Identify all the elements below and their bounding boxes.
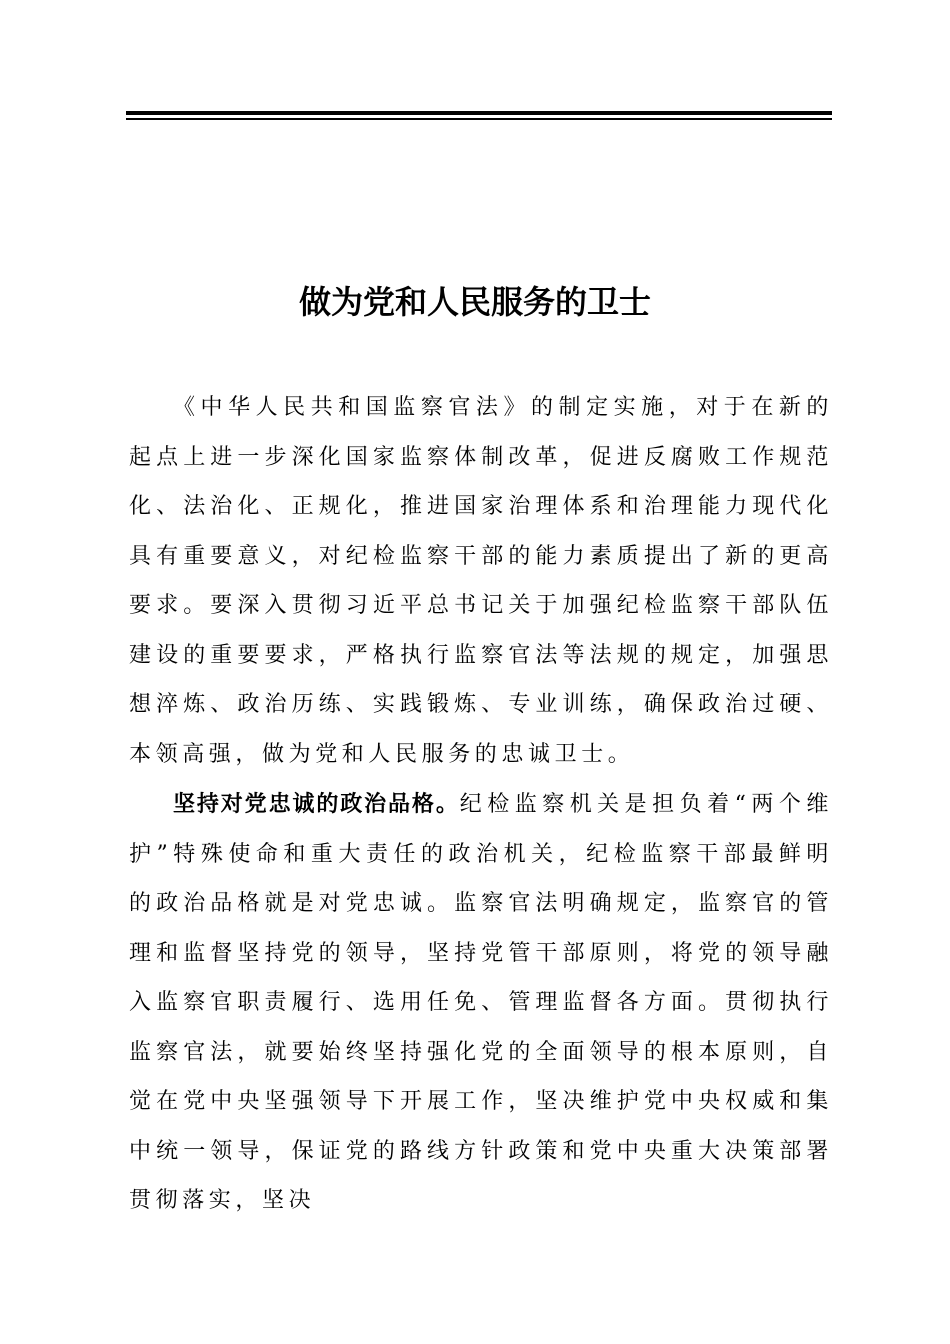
paragraph-political-loyalty xyxy=(129,780,833,1226)
paragraph-lead-heading: 坚持对党忠诚的政治品格。 xyxy=(173,792,460,817)
paragraph-intro xyxy=(129,383,833,779)
document-body xyxy=(129,383,833,1226)
document-title: 做为党和人民服务的卫士 xyxy=(298,283,651,321)
paragraph-political-loyalty-text: 纪检监察机关是担负着“两个维护”特殊使命和重大责任的政治机关，纪检监察干部最鲜明的政治品格就是对党忠诚。监察官法明确规定，监察官的管理和监督坚持党的领导，坚持党管干部原则，将党的领导融入监察官职责履行、选用任免、管理监督各方面。贯彻执行监察官法，就要始终坚持强化党的全面领导的根本原则，自觉在党中央坚强领导下开展工作，坚决维护党中央权威和集中统一领导，保证党的路线方针政策和党中央重大决策部署贯彻落实，坚决 xyxy=(129,792,833,1213)
header-double-rule-thick xyxy=(126,111,832,115)
paragraph-intro-text: 《中华人民共和国监察官法》的制定实施，对于在新的起点上进一步深化国家监察体制改革，促进反腐败工作规范化、法治化、正规化，推进国家治理体系和治理能力现代化具有重要意义，对纪检监察干部的能力素质提出了新的更高要求。要深入贯彻习近平总书记关于加强纪检监察干部队伍建设的重要要求，严格执行监察官法等法规的规定，加强思想淬炼、政治历练、实践锻炼、专业训练，确保政治过硬、本领高强，做为党和人民服务的忠诚卫士。 xyxy=(129,395,833,767)
header-double-rule-thin xyxy=(126,118,832,120)
